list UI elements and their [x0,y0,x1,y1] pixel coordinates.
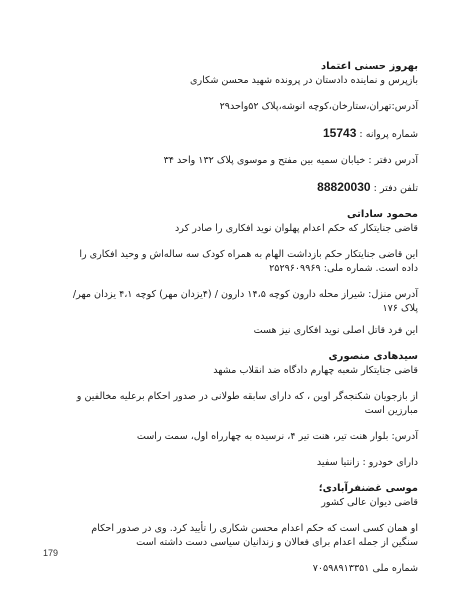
entry-description: از بازجویان شکنجه‌گر اوین ، که دارای سابقه طولانی در صدور احکام برعلیه مخالفین و مبارزین است [76,391,418,416]
entry-description: این قاضی جنایتکار حکم بازداشت الهام به همراه کودک سه ساله‌اش و وحید افکاری را داده است. شماره ملی: ۲۵۲۹۶۰۹۹۶۹ [79,249,418,274]
entry-mousa-ghazanfarabadi [70,482,418,576]
entry-role: قاضی جنایتکار که حکم اعدام پهلوان نوید افکاری را صادر کرد [175,223,418,234]
entry-behrouz-hasani-etemad [70,60,418,196]
entry-address: آدرس منزل: شیراز محله دارون کوچه ۱۴،۵ دارون / (۴یزدان مهر) کوچه ۴،۱ یزدان مهر/ پلاک ۱۷۶ [72,289,418,314]
office-phone-number: 88820030 [317,180,371,194]
entry-role: قاضی جنایتکار شعبه چهارم دادگاه ضد انقلاب مشهد [213,365,418,376]
entry-role: قاضی دیوان عالی کشور [321,497,418,508]
entry-car: دارای خودرو : زانتیا سفید [316,457,418,468]
license-number: 15743 [323,126,357,140]
license-label: شماره پروانه : [356,129,418,140]
entry-name: موسی غضنفرآبادی؛ [318,483,418,494]
entry-name: بهروز حسنی اعتماد [320,61,418,72]
entry-name: سیدهادی منصوری [328,351,418,362]
entry-mahmoud-sadati [70,208,418,338]
page-number: 179 [43,548,59,558]
entry-name: محمود ساداتی [346,209,418,220]
entry-description: او همان کسی است که حکم اعدام محسن شکاری را تأیید کرد. وی در صدور احکام سنگین از جمله اعدام برای فعالان و زندانیان سیاسی دست داشته است [91,523,418,548]
entry-address: آدرس: بلوار هنت تیر، هنت تیر ۴، نرسیده به چهارراه اول، سمت راست [136,431,418,442]
entry-seyed-hadi-mansouri [70,350,418,470]
entry-national-id: شماره ملی ۷۰۵۹۸۹۱۳۳۵۱ [312,563,418,574]
entry-license [70,126,418,142]
entry-office-address: آدرس دفتر : خیابان سمیه بین مفتح و موسوی پلاک ۱۳۲ واحد ۳۴ [163,155,418,166]
entry-role: بازپرس و نماینده دادستان در پرونده شهید محسن شکاری [189,75,418,86]
office-phone-label: تلفن دفتر : [370,183,418,194]
entry-address: آدرس:تهران،ستارخان،کوچه انوشه،پلاک ۵۲واحد۲۹ [219,101,418,112]
document-body [70,60,418,576]
entry-office-phone [70,180,418,196]
entry-note: این فرد قاتل اصلی نوید افکاری نیز هست [253,325,418,336]
